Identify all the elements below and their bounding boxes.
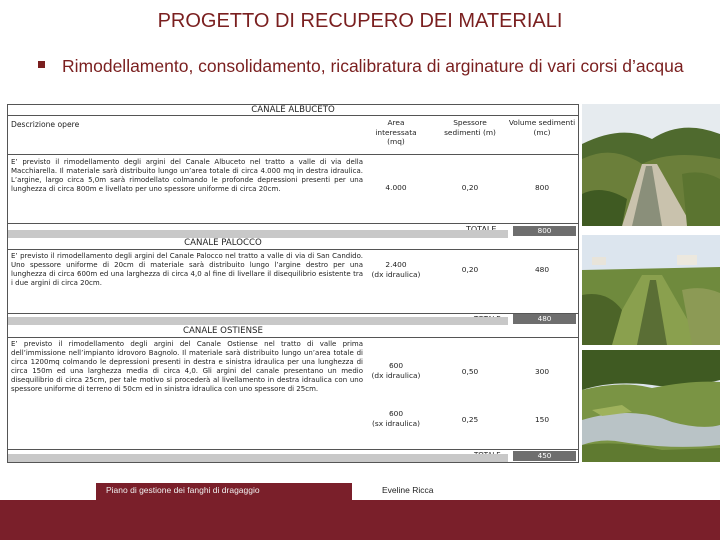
canal-ostiense-area-dx (368, 361, 424, 380)
canal-ostiense-area-sx-note: (sx idraulica) (371, 418, 421, 428)
canal-palocco-photo (582, 235, 720, 345)
canal-ostiense-volume-sx: 150 (534, 415, 550, 424)
canal-ostiense-area-sx-value: 600 (388, 409, 404, 418)
canal-palocco-volume: 480 (534, 265, 550, 274)
canal-ostiense-photo (582, 350, 720, 462)
canal-palocco-total-value: 480 (513, 314, 576, 324)
col-header-volume: Volume sedimenti (mc) (508, 118, 576, 137)
canal-ostiense-spessore-dx: 0,50 (461, 367, 479, 376)
canal-albuceto-spessore: 0,20 (461, 183, 479, 192)
canal-palocco-description: E’ previsto il rimodellamento degli argini del Canale Palocco nel tratto a valle di via di San Candido. Uno spessore uniforme di 20cm di materiale sarà distribuito lungo l’argine destro per una lunghezza di circa 600m ed una larghezza di circa 4,0 al fine di livellare il disequilibrio esistente tra i due argini di circa 20cm. (11, 252, 363, 288)
materials-table (7, 104, 579, 463)
canal-albuceto-heading: CANALE ALBUCETO (251, 105, 335, 115)
canal-ostiense-total-value: 450 (513, 451, 576, 461)
canal-albuceto-description: E’ previsto il rimodellamento degli argini del Canale Albuceto nel tratto a valle di via della Macchiarella. Il materiale sarà distribuito lungo un’area totale di circa 4.000 mq in destra idraulica. L’argine, largo circa 5,0m sarà rimodellato colmando le profonde depressioni presenti per una lunghezza di circa 800m e livellato per uno spessore uniforme di circa 20cm. (11, 158, 363, 194)
canal-palocco-area-value: 2.400 (385, 260, 407, 269)
footer-author: Eveline Ricca (382, 485, 434, 495)
bullet-text: Rimodellamento, consolidamento, ricalibratura di arginature di vari corsi d’acqua (62, 56, 684, 76)
canal-palocco-spessore: 0,20 (461, 265, 479, 274)
canal-palocco-area (368, 260, 424, 279)
canal-albuceto-photo (582, 104, 720, 226)
canal-ostiense-area-dx-note: (dx idraulica) (371, 370, 421, 380)
canal-albuceto-total-value: 800 (513, 226, 576, 236)
canal-ostiense-heading: CANALE OSTIENSE (183, 326, 263, 336)
canal-ostiense-volume-dx: 300 (534, 367, 550, 376)
square-bullet-icon (38, 61, 45, 68)
footer-project-name: Piano di gestione dei fanghi di dragaggio (106, 485, 260, 495)
canal-ostiense-area-dx-value: 600 (388, 361, 404, 370)
canal-ostiense-area-sx (368, 409, 424, 428)
canal-palocco-heading: CANALE PALOCCO (184, 238, 262, 248)
canal-palocco-area-note: (dx idraulica) (371, 269, 421, 279)
col-header-description: Descrizione opere (11, 120, 80, 129)
canal-ostiense-spessore-sx: 0,25 (461, 415, 479, 424)
canal-albuceto-area: 4.000 (385, 183, 407, 192)
page-title: PROGETTO DI RECUPERO DEI MATERIALI (157, 10, 563, 32)
canal-albuceto-volume: 800 (534, 183, 550, 192)
col-header-spessore: Spessore sedimenti (m) (444, 118, 496, 137)
col-header-area: Area interessata (mq) (375, 118, 417, 146)
canal-ostiense-description: E’ previsto il rimodellamento degli argini del Canale Ostiense nel tratto di valle prima dell’immissione nell’impianto idrovoro Bagnolo. Il materiale sarà distribuito lungo un’area totale di circa 1200mq colmando le depressioni presenti in destra e sinistra idraulica per una lunghezza di circa 150m ed una larghezza media di circa 4,0. Gli argini del canale presentano un medio disequilibrio di circa 25cm, per tale motivo si procederà al livellamento in destra idraulica con uno spessore uniforme di terreno di 50cm ed in sinistra idraulica con uno spessore di 25cm. (11, 340, 363, 394)
